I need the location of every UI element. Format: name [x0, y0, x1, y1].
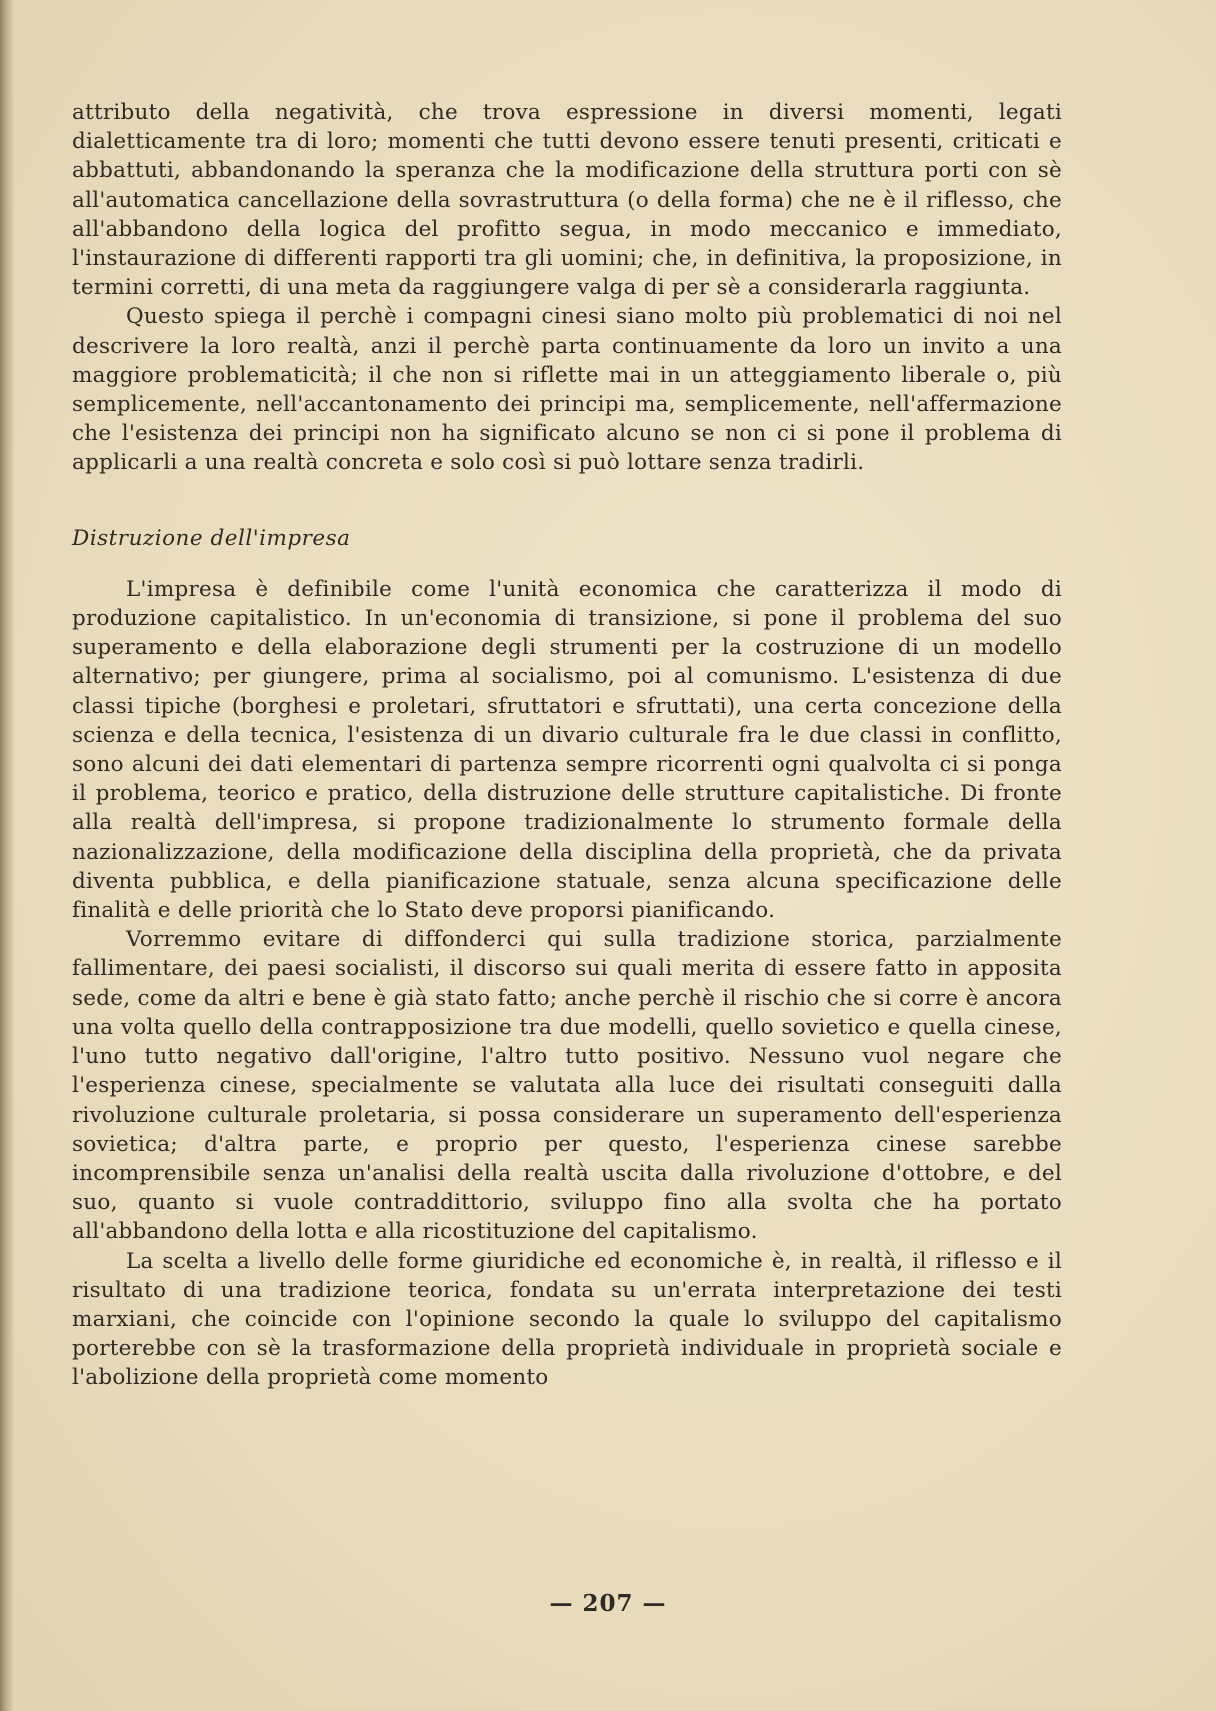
paragraph-enterprise-definition: L'impresa è definibile come l'unità economica che caratterizza il modo di produzione capitalistico. In un'economia di transizione, si pone il problema del suo superamento e della elaborazione degli strumenti per la costruzione di un modello alternativo; per giungere, prima al socialismo, poi al comunismo. L'esistenza di due classi tipiche (borghesi e proletari, sfruttatori e sfruttati), una certa concezione della scienza e della tecnica, l'esistenza di un divario culturale fra le due classi in conflitto, sono alcuni dei dati elementari di partenza sempre ricorrenti ogni qualvolta ci si ponga il problema, teorico e pratico, della distruzione delle strutture capitalistiche. Di fronte alla realtà dell'impresa, si propone tradizionalmente lo strumento formale della nazionalizzazione, della modificazione della disciplina della proprietà, che da privata diventa pubblica, e della pianificazione statuale, senza alcuna specificazione delle finalità e delle priorità che lo Stato deve proporsi pianificando. — [72, 576, 1062, 924]
paragraph-continued: attributo della negatività, che trova espressione in diversi momenti, legati dialetticamente tra di loro; momenti che tutti devono essere tenuti presenti, criticati e abbattuti, abbandonando la speranza che la modificazione della struttura porti con sè all'automatica cancellazione della sovrastruttura (o della forma) che ne è il riflesso, che all'abbandono della logica del profitto segua, in modo meccanico e immediato, l'instaurazione di differenti rapporti tra gli uomini; che, in definitiva, la proposizione, in termini corretti, di una meta da raggiungere valga di per sè a considerarla raggiunta. — [72, 100, 1062, 301]
paragraph-socialist-tradition: Vorremmo evitare di diffonderci qui sulla tradizione storica, parzialmente fallimentare, dei paesi socialisti, il discorso sui quali merita di essere fatto in apposita sede, come da altri e bene è già stato fatto; anche perchè il rischio che si corre è ancora una volta quello della contrapposizione tra due modelli, quello sovietico e quella cinese, l'uno tutto negativo dall'origine, l'altro tutto positivo. Nessuno vuol negare che l'esperienza cinese, specialmente se valutata alla luce dei risultati conseguiti dalla rivoluzione culturale proletaria, si possa considerare un superamento dell'esperienza sovietica; d'altra parte, e proprio per questo, l'esperienza cinese sarebbe incomprensibile senza un'analisi della realtà uscita dalla rivoluzione d'ottobre, e del suo, quanto si vuole contraddittorio, sviluppo fino alla svolta che ha portato all'abbandono della lotta e alla ricostituzione del capitalismo. — [72, 927, 1062, 1245]
page-number: — 207 — — [549, 1590, 667, 1617]
paragraph-chinese-comrades: Questo spiega il perchè i compagni cinesi siano molto più problematici di noi nel descrivere la loro realtà, anzi il perchè parta continuamente da loro un invito a una maggiore problematicità; il che non si riflette mai in un atteggiamento liberale o, più semplicemente, nell'accantonamento dei principi ma, semplicemente, nell'affermazione che l'esistenza dei principi non ha significato alcuno se non ci si pone il problema di applicarli a una realtà concreta e solo così si può lottare senza tradirli. — [72, 304, 1062, 476]
page-binding-edge — [0, 0, 14, 1711]
section-heading: Distruzione dell'impresa — [72, 525, 351, 551]
page-body — [72, 98, 1062, 1393]
paragraph-legal-forms: La scelta a livello delle forme giuridiche ed economiche è, in realtà, il riflesso e il risultato di una tradizione teorica, fondata su un'errata interpretazione dei testi marxiani, che coincide con l'opinione secondo la quale lo sviluppo del capitalismo porterebbe con sè la trasformazione della proprietà individuale in proprietà sociale e l'abolizione della proprietà come momento — [72, 1248, 1062, 1391]
